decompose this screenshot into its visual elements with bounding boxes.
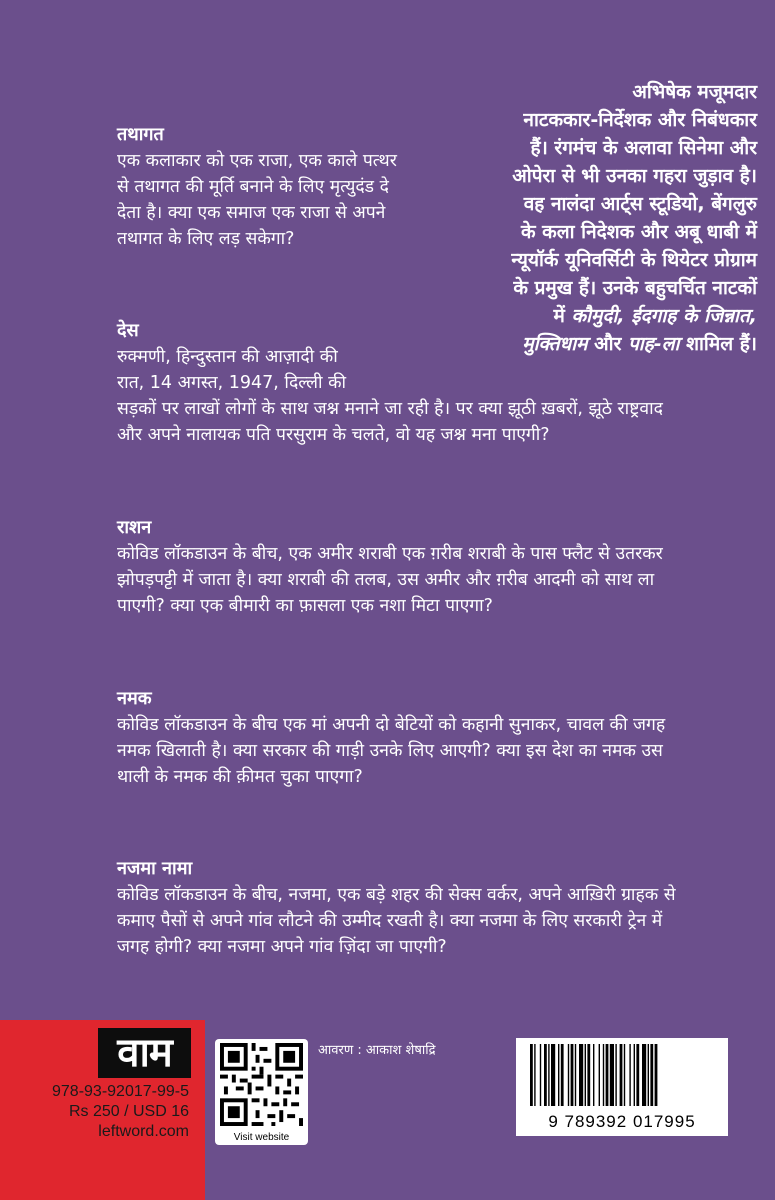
play-synopsis: कोविड लॉकडाउन के बीच, एक अमीर शराबी एक ग़रीब शराबी के पास फ्लैट से उतरकर झोपड़पट्टी में जाता है। क्या शराबी की तलब, उस अमीर और ग़रीब आदमी को साथ ला पाएगी? क्या एक बीमारी का फ़ासला एक नशा मिटा पाएगा? (117, 544, 663, 616)
website-link[interactable]: leftword.com (98, 1123, 189, 1140)
play-namak (117, 686, 677, 790)
author-bio-line: के कला निदेशक और अबू धाबी में (520, 221, 757, 243)
play-synopsis: कोविड लॉकडाउन के बीच, नजमा, एक बड़े शहर की सेक्स वर्कर, अपने आख़िरी ग्राहक से कमाए पैसों से अपने गांव लौटने की उम्मीद रखती है। क्या नजमा के लिए सरकारी ट्रेन में जगह होगी? क्या नजमा अपने गांव ज़िंदा जा पाएगी? (117, 885, 676, 957)
bio-text: में (553, 305, 572, 327)
bio-text: और (587, 333, 628, 355)
play-synopsis-line: रात, 14 अगस्त, 1947, दिल्ली की (117, 373, 347, 393)
play-name: पाह-ला (627, 333, 680, 355)
play-rashan (117, 515, 677, 619)
play-title: तथागत (117, 124, 164, 145)
play-name: मुक्तिधाम (522, 333, 588, 355)
author-bio-line: न्यूयॉर्क यूनिवर्सिटी के थियेटर प्रोग्राम (511, 249, 757, 271)
author-bio-line: के प्रमुख हैं। उनके बहुचर्चित नाटकों (513, 277, 757, 299)
publisher-info (52, 1082, 189, 1142)
play-names: कौमुदी, ईदगाह के जिन्नात, (571, 305, 757, 327)
price: Rs 250 / USD 16 (68, 1103, 189, 1120)
bio-text: शामिल हैं। (679, 333, 757, 355)
play-title: नजमा नामा (117, 858, 193, 879)
author-bio-line: वह नालंदा आर्ट्स स्टूडियो, बेंगलुरु (523, 193, 757, 215)
barcode-icon (530, 1044, 714, 1106)
author-bio-line: अभिषेक मजूमदार (632, 81, 757, 103)
qr-caption: Visit website (233, 1132, 290, 1143)
play-title: राशन (117, 517, 152, 538)
publisher-panel (0, 1020, 205, 1200)
play-synopsis: कोविड लॉकडाउन के बीच एक मां अपनी दो बेटियों को कहानी सुनाकर, चावल की जगह नमक खिलाती है। क्या सरकार की गाड़ी उनके लिए आएगी? क्या इस देश का नमक उस थाली के नमक की क़ीमत चुका पाएगा? (117, 715, 666, 787)
play-title: देस (117, 320, 139, 341)
play-synopsis: सड़कों पर लाखों लोगों के साथ जश्न मनाने जा रही है। पर क्या झूठी ख़बरों, झूठे राष्ट्रवाद और अपने नालायक पति परसुराम के चलते, वो यह जश्न मना पाएगी? (117, 399, 663, 445)
play-synopsis: एक कलाकार को एक राजा, एक काले पत्थर से तथागत की मूर्ति बनाने के लिए मृत्युदंड दे देता है। क्या एक समाज एक राजा से अपने तथागत के लिए लड़ सकेगा? (117, 151, 397, 249)
publisher-logo: वाम (98, 1028, 191, 1078)
barcode (516, 1038, 728, 1136)
author-bio-line: ओपेरा से भी उनका गहरा जुड़ाव है। (512, 165, 757, 187)
author-bio-line: हैं। रंगमंच के अलावा सिनेमा और (530, 137, 757, 159)
cover-credit: आवरण : आकाश शेषाद्रि (318, 1043, 436, 1058)
qr-code-icon (220, 1043, 303, 1126)
isbn: 978-93-92017-99-5 (52, 1083, 189, 1100)
barcode-number: 9 789392 017995 (548, 1112, 696, 1131)
play-title: नमक (117, 688, 152, 709)
play-synopsis-line: रुक्मणी, हिन्दुस्तान की आज़ादी की (117, 347, 338, 367)
play-des (117, 318, 677, 448)
author-bio (357, 78, 757, 358)
play-tathagat (117, 122, 407, 252)
qr-code[interactable] (215, 1039, 308, 1145)
author-bio-line: नाटककार-निर्देशक और निबंधकार (523, 109, 757, 131)
play-najma-nama (117, 856, 677, 960)
